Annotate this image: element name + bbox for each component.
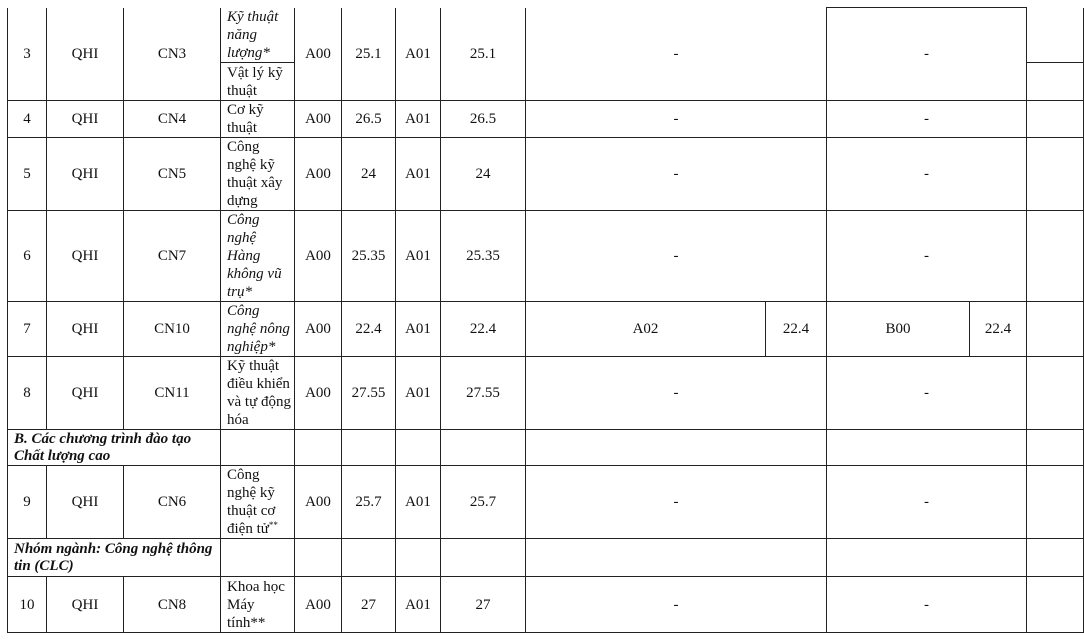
- major-name-cell: Công nghệ kỹ thuật xây dựng: [221, 138, 295, 211]
- major-code-cell: CN5: [124, 138, 221, 211]
- score-2-cell: 22.4: [441, 302, 526, 357]
- major-code-cell: CN7: [124, 211, 221, 302]
- table-row: [8, 302, 1084, 357]
- section-heading: B. Các chương trình đào tạo Chất lượng cao: [8, 430, 221, 466]
- score-1-cell: 26.5: [342, 101, 396, 138]
- score-2-cell: 24: [441, 138, 526, 211]
- section-heading: Nhóm ngành: Công nghệ thông tin (CLC): [8, 539, 221, 577]
- empty-cell: [1027, 302, 1084, 357]
- score-1-cell: 27: [342, 577, 396, 633]
- combo-3-cell: -: [526, 138, 827, 211]
- stt-cell: 9: [8, 466, 47, 539]
- combo-2-cell: A01: [396, 211, 441, 302]
- major-name-cell: Kỹ thuật năng lượng*: [221, 8, 295, 63]
- combo-4-cell: -: [827, 357, 1027, 430]
- combo-2-cell: A01: [396, 101, 441, 138]
- combo-3-cell: -: [526, 101, 827, 138]
- combo-2-cell: A01: [396, 138, 441, 211]
- major-code-cell: CN6: [124, 466, 221, 539]
- empty-cell: [221, 539, 295, 577]
- score-2-cell: 25.35: [441, 211, 526, 302]
- score-2-cell: 27: [441, 577, 526, 633]
- stt-cell: 8: [8, 357, 47, 430]
- stt-cell: 4: [8, 101, 47, 138]
- combo-4-cell: -: [827, 8, 1027, 101]
- table-row: [8, 357, 1084, 430]
- score-1-cell: 24: [342, 138, 396, 211]
- combo-4-cell: -: [827, 466, 1027, 539]
- empty-cell: [1027, 466, 1084, 539]
- major-code-cell: CN8: [124, 577, 221, 633]
- combo-2-cell: A01: [396, 577, 441, 633]
- empty-cell: [441, 539, 526, 577]
- empty-cell: [1027, 101, 1084, 138]
- score-1-cell: 25.1: [342, 8, 396, 101]
- combo-2-cell: A01: [396, 466, 441, 539]
- empty-cell: [526, 430, 827, 466]
- major-code-cell: CN10: [124, 302, 221, 357]
- major-code-cell: CN11: [124, 357, 221, 430]
- combo-1-cell: A00: [295, 138, 342, 211]
- section-row: [8, 539, 1084, 577]
- empty-cell: [441, 430, 526, 466]
- combo-1-cell: A00: [295, 466, 342, 539]
- empty-cell: [526, 539, 827, 577]
- school-code-cell: QHI: [47, 138, 124, 211]
- score-1-cell: 25.35: [342, 211, 396, 302]
- school-code-cell: QHI: [47, 101, 124, 138]
- combo-4-cell: -: [827, 138, 1027, 211]
- major-name-cell: Kỹ thuật điều khiển và tự động hóa: [221, 357, 295, 430]
- stt-cell: 10: [8, 577, 47, 633]
- note-marker: **: [268, 520, 278, 530]
- score-2-cell: 26.5: [441, 101, 526, 138]
- school-code-cell: QHI: [47, 466, 124, 539]
- score-3-cell: 22.4: [766, 302, 827, 357]
- empty-cell: [1027, 539, 1084, 577]
- combo-3-cell: -: [526, 8, 827, 101]
- table-row: [8, 466, 1084, 539]
- school-code-cell: QHI: [47, 8, 124, 101]
- table-row: [8, 8, 1084, 63]
- score-1-cell: 22.4: [342, 302, 396, 357]
- major-name-cell: Khoa học Máy tính**: [221, 577, 295, 633]
- major-name-cell: Công nghệ Hàng không vũ trụ*: [221, 211, 295, 302]
- combo-1-cell: A00: [295, 577, 342, 633]
- major-name-cell: [221, 466, 295, 539]
- school-code-cell: QHI: [47, 577, 124, 633]
- combo-4-cell: -: [827, 211, 1027, 302]
- major-name-cell: Công nghệ nông nghiệp*: [221, 302, 295, 357]
- combo-4-cell: -: [827, 577, 1027, 633]
- major-name-text: Công nghệ kỹ thuật cơ điện tử: [227, 467, 276, 537]
- table-row: [8, 211, 1084, 302]
- combo-1-cell: A00: [295, 302, 342, 357]
- school-code-cell: QHI: [47, 211, 124, 302]
- combo-2-cell: A01: [396, 8, 441, 101]
- combo-4-cell: -: [827, 101, 1027, 138]
- empty-cell: [221, 430, 295, 466]
- table-row: [8, 138, 1084, 211]
- combo-2-cell: A01: [396, 302, 441, 357]
- table-row: [8, 577, 1084, 633]
- major-code-cell: CN4: [124, 101, 221, 138]
- section-row: [8, 430, 1084, 466]
- combo-3-cell: -: [526, 466, 827, 539]
- empty-cell: [1027, 8, 1084, 63]
- empty-cell: [342, 430, 396, 466]
- empty-cell: [1027, 63, 1084, 101]
- combo-4-cell: B00: [827, 302, 970, 357]
- score-2-cell: 27.55: [441, 357, 526, 430]
- empty-cell: [1027, 138, 1084, 211]
- empty-cell: [1027, 430, 1084, 466]
- combo-3-cell: A02: [526, 302, 766, 357]
- combo-3-cell: -: [526, 211, 827, 302]
- stt-cell: 7: [8, 302, 47, 357]
- stt-cell: 5: [8, 138, 47, 211]
- empty-cell: [396, 430, 441, 466]
- empty-cell: [827, 539, 1027, 577]
- combo-1-cell: A00: [295, 8, 342, 101]
- combo-2-cell: A01: [396, 357, 441, 430]
- stt-cell: 3: [8, 8, 47, 101]
- combo-3-cell: -: [526, 577, 827, 633]
- combo-3-cell: -: [526, 357, 827, 430]
- score-4-cell: 22.4: [970, 302, 1027, 357]
- empty-cell: [827, 430, 1027, 466]
- score-1-cell: 27.55: [342, 357, 396, 430]
- score-2-cell: 25.7: [441, 466, 526, 539]
- table-row: [8, 101, 1084, 138]
- school-code-cell: QHI: [47, 357, 124, 430]
- empty-cell: [295, 430, 342, 466]
- stt-cell: 6: [8, 211, 47, 302]
- combo-1-cell: A00: [295, 211, 342, 302]
- score-2-cell: 25.1: [441, 8, 526, 101]
- empty-cell: [342, 539, 396, 577]
- major-name-cell: Cơ kỹ thuật: [221, 101, 295, 138]
- empty-cell: [1027, 211, 1084, 302]
- admission-score-table: [7, 7, 1084, 633]
- school-code-cell: QHI: [47, 302, 124, 357]
- score-1-cell: 25.7: [342, 466, 396, 539]
- empty-cell: [295, 539, 342, 577]
- major-name-cell: Vật lý kỹ thuật: [221, 63, 295, 101]
- empty-cell: [1027, 577, 1084, 633]
- empty-cell: [396, 539, 441, 577]
- combo-1-cell: A00: [295, 357, 342, 430]
- major-code-cell: CN3: [124, 8, 221, 101]
- empty-cell: [1027, 357, 1084, 430]
- combo-1-cell: A00: [295, 101, 342, 138]
